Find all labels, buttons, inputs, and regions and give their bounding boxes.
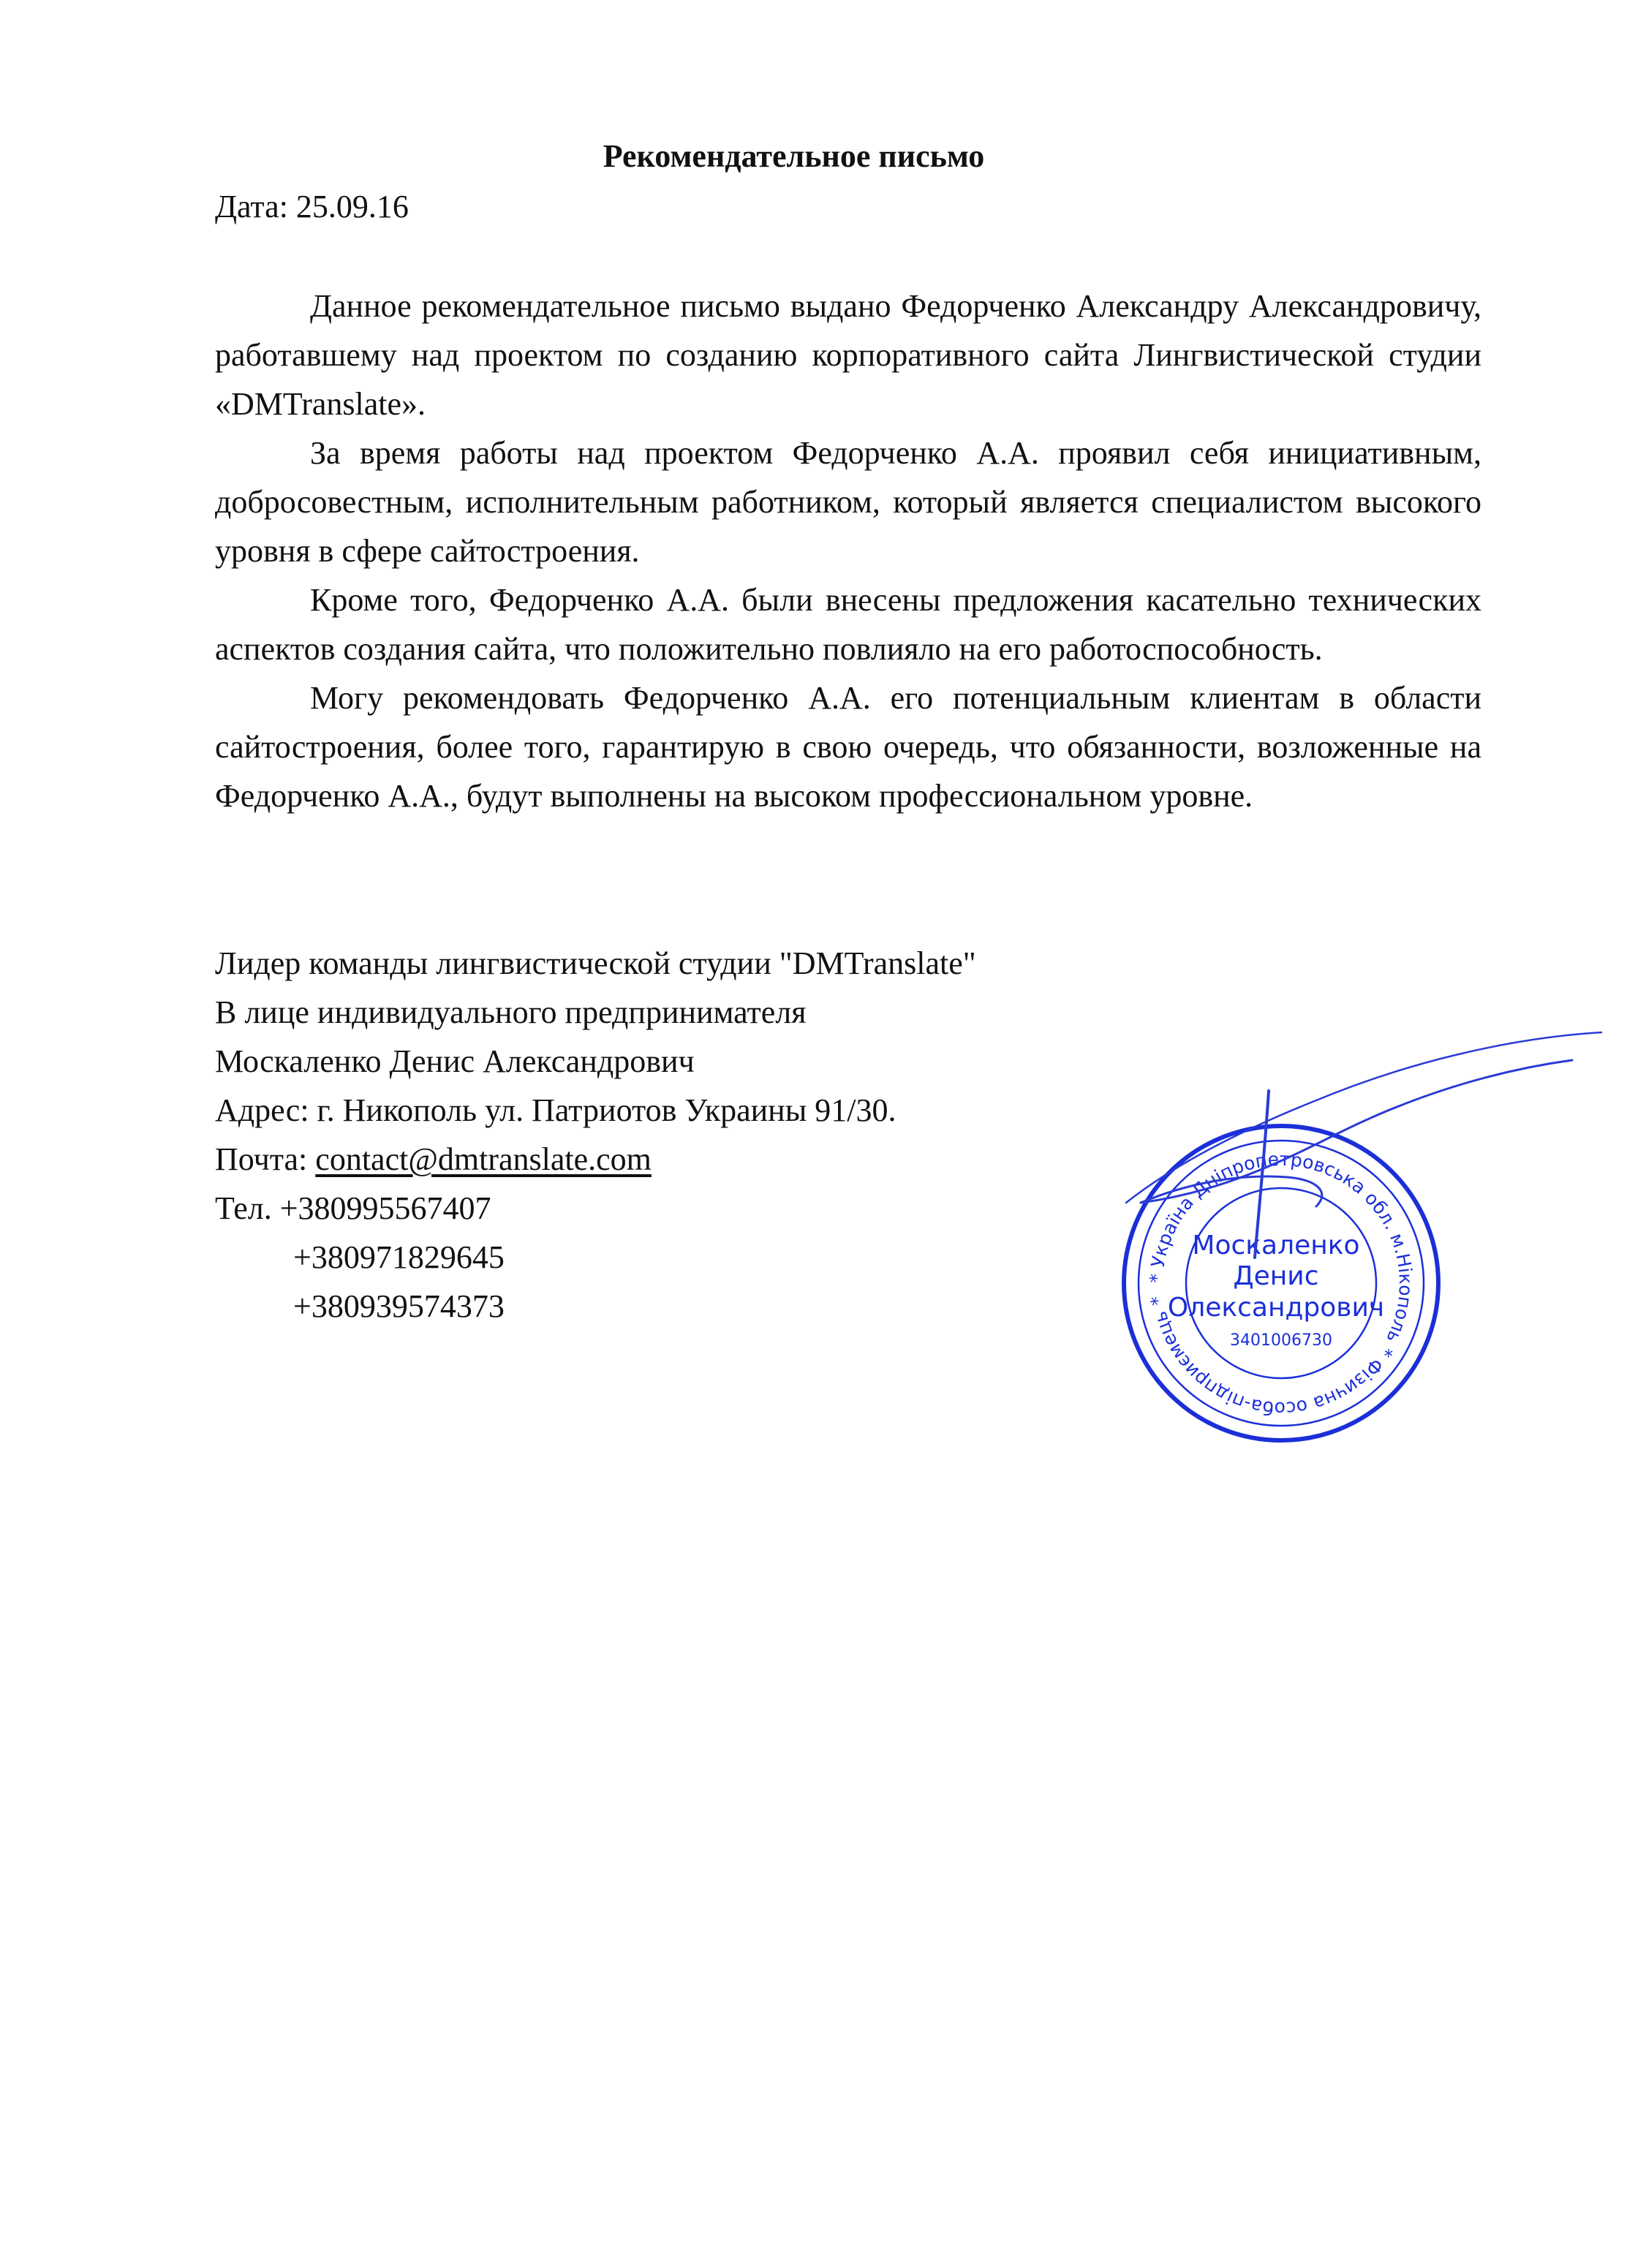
signer-role: Лидер команды лингвистической студии "DMTranslate" [215, 945, 976, 981]
signer-phone-row [215, 1282, 976, 1331]
stamp-name-line: Москаленко [1192, 1231, 1360, 1260]
signature-block [215, 939, 976, 1331]
stamp-code: 3401006730 [1230, 1331, 1332, 1350]
handwritten-signature [1126, 1032, 1601, 1258]
signer-address: Адрес: г. Никополь ул. Патриотов Украины 91/30. [215, 1092, 896, 1128]
letter-paragraph: Данное рекомендательное письмо выдано Федорченко Александру Александровичу, работавшему над проектом по созданию корпоративного сайта Лингвистической студии «DMTranslate». [215, 288, 1481, 422]
signer-name: Москаленко Денис Александрович [215, 1043, 695, 1079]
signer-phone-row [215, 1233, 976, 1282]
stamp-seal [1124, 1126, 1438, 1440]
letter-body [215, 281, 1481, 820]
letter-title: Рекомендательное письмо [603, 138, 985, 174]
phone-label: Тел. [215, 1190, 280, 1226]
signer-email-row [215, 1135, 976, 1184]
signer-representative: В лице индивидуального предпринимателя [215, 994, 807, 1030]
company-stamp [1097, 1016, 1609, 1455]
phone-number: +380995567407 [279, 1190, 491, 1226]
phone-number: +380939574373 [293, 1288, 505, 1324]
letter-paragraph: Могу рекомендовать Федорченко А.А. его потенциальным клиентам в области сайтостроения, более того, гарантирую в свою очередь, что обязанности, возложенные на Федорченко А.А., будут выполнены на высоком профессиональном уровне. [215, 680, 1481, 814]
letter-paragraph: За время работы над проектом Федорченко А.А. проявил себя инициативным, добросовестным, исполнительным работником, который является специалистом высокого уровня в сфере сайтостроения. [215, 435, 1481, 569]
letter-paragraph: Кроме того, Федорченко А.А. были внесены предложения касательно технических аспектов создания сайта, что положительно повлияло на его работоспособность. [215, 582, 1481, 667]
stamp-ring-text: * Україна Дніпропетровська обл. м.Нікополь * Фізична особа-підприємець * [1145, 1148, 1417, 1420]
email-link[interactable]: contact@dmtranslate.com [315, 1141, 652, 1177]
signer-phone-row [215, 1184, 976, 1233]
letter-date: Дата: 25.09.16 [215, 189, 409, 224]
stamp-name-line: Денис [1233, 1261, 1319, 1291]
phone-number: +380971829645 [293, 1239, 505, 1275]
email-label: Почта: [215, 1141, 316, 1177]
stamp-name-line: Олександрович [1167, 1293, 1385, 1323]
